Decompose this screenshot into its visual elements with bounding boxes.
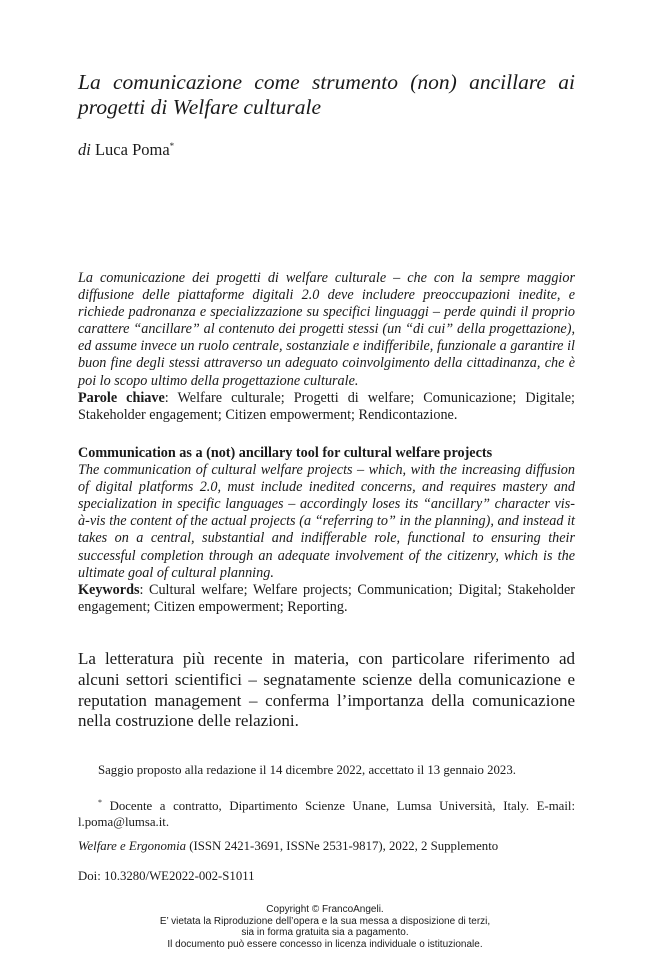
abstract-italian-text: La comunicazione dei progetti di welfare culturale – che con la sempre maggior diffusione delle piattaforme digitali 2.0 deve includere preoccupazioni inedite, e richiede padronanza e specializzazione su specifici linguaggi – perde quindi il proprio carattere “ancillare” al contenuto dei progetti stessi (un “di cui” della progettazione), ed assume invece un ruolo centrale, sostanziale e indifferibile, funzionale a garantire il buon fine degli stessi attraverso un adeguato coinvolgimento della cittadinanza, che è poi lo scopo ultimo della progettazione culturale. bbox=[78, 270, 575, 389]
keywords-italian-label: Parole chiave bbox=[78, 389, 165, 406]
doi: Doi: 10.3280/WE2022-002-S1011 bbox=[78, 869, 255, 883]
abstract-english-title: Communication as a (not) ancillary tool for cultural welfare projects bbox=[78, 445, 493, 461]
keywords-italian-list: : Welfare culturale; Progetti di welfare; Comunicazione; Digitale; Stakeholder engagement; Citizen empowerment; Rendicontazione. bbox=[78, 389, 575, 423]
body-paragraph: La letteratura più recente in materia, con particolare riferimento ad alcuni settori scientifici – segnatamente scienze della comunicazione e reputation management – conferma l’importanza della comunicazione nella costruzione delle relazioni. bbox=[78, 649, 575, 731]
keywords-english bbox=[78, 582, 575, 616]
copyright-line-4: Il documento può essere concesso in licenza individuale o istituzionale. bbox=[167, 939, 483, 951]
article-title: La comunicazione come strumento (non) ancillare ai progetti di Welfare culturale bbox=[78, 70, 575, 119]
keywords-english-list: : Cultural welfare; Welfare projects; Communication; Digital; Stakeholder engagement; Citizen empowerment; Reporting. bbox=[78, 581, 575, 615]
keywords-italian bbox=[78, 390, 575, 424]
author-name: Luca Poma bbox=[94, 140, 170, 159]
copyright-notice bbox=[0, 904, 650, 951]
author-footnote bbox=[78, 795, 575, 830]
copyright-line-3: sia in forma gratuita sia a pagamento. bbox=[241, 927, 409, 939]
copyright-line-2: E’ vietata la Riproduzione dell’opera e la sua messa a disposizione di terzi, bbox=[159, 915, 491, 927]
abstract-english-text: The communication of cultural welfare projects – which, with the increasing diffusion of digital platforms 2.0, must include inedited concerns, and requires mastery and specialization in specific languages – accordingly loses its “ancillary” character vis-à-vis the content of the actual projects (a “referring to” in the planning), and instead it takes on a central, substantial and indifferable role, functional to ensuring their successful completion through an adequate involvement of the citizenry, which is the ultimate goal of cultural planning. bbox=[78, 462, 575, 581]
abstract-english bbox=[78, 445, 575, 616]
author-footnote-mark: * bbox=[169, 141, 175, 151]
author-footnote-text: Docente a contratto, Dipartimento Scienze Unane, Lumsa Università, Italy. E-mail: l.poma@lumsa.it. bbox=[78, 799, 575, 829]
copyright-line-1: Copyright © FrancoAngeli. bbox=[266, 904, 384, 915]
author-prefix: di bbox=[78, 140, 91, 159]
journal-line bbox=[78, 838, 498, 854]
journal-info: (ISSN 2421-3691, ISSNe 2531-9817), 2022, 2 Supplemento bbox=[189, 839, 499, 853]
author-line bbox=[78, 140, 174, 160]
submission-note: Saggio proposto alla redazione il 14 dicembre 2022, accettato il 13 gennaio 2023. bbox=[98, 763, 516, 777]
abstract-italian bbox=[78, 270, 575, 424]
author-footnote-mark-2: * bbox=[98, 798, 102, 807]
journal-name: Welfare e Ergonomia bbox=[78, 839, 187, 853]
keywords-english-label: Keywords bbox=[78, 581, 140, 598]
